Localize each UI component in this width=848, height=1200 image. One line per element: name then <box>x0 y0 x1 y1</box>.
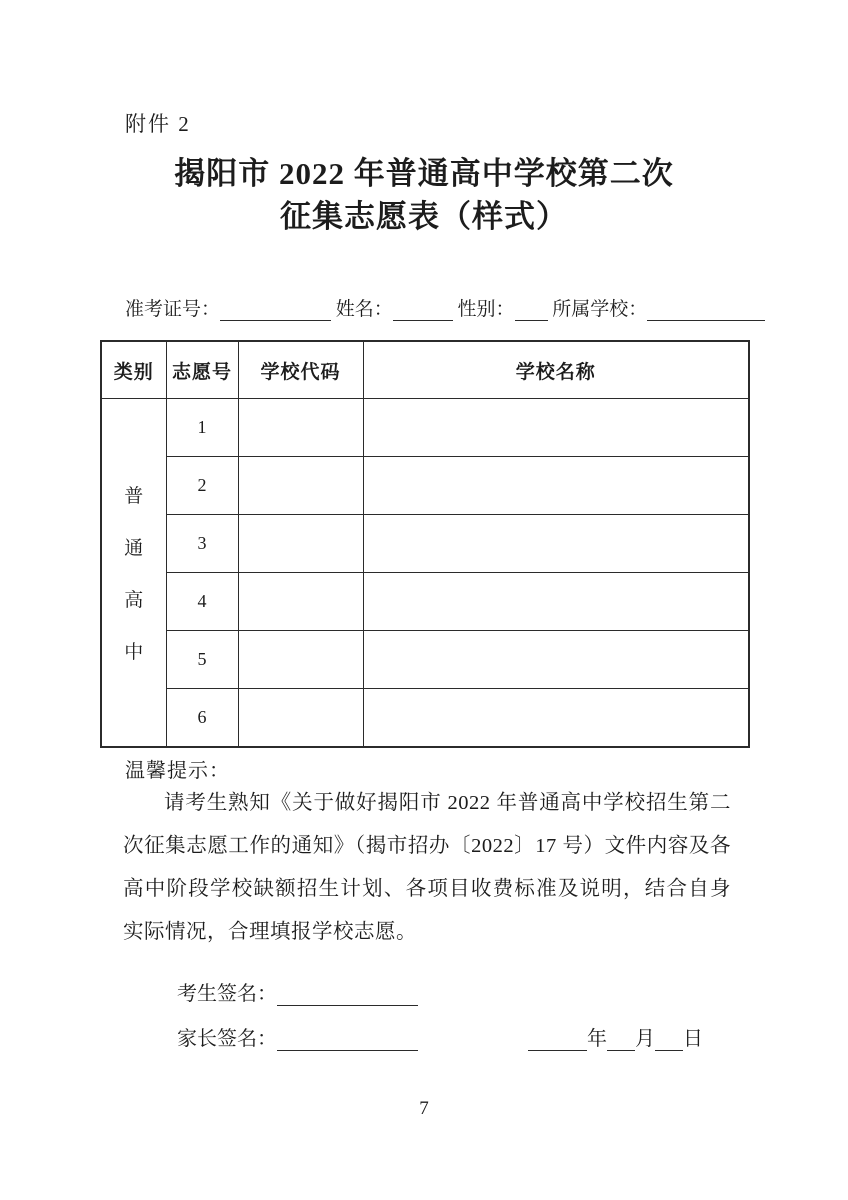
parent-signature-label: 家长签名： <box>177 1028 277 1050</box>
table-row <box>101 689 749 748</box>
notice-heading: 温馨提示： <box>125 760 230 782</box>
choice-number-cell: 5 <box>166 631 238 689</box>
date-line <box>528 1022 703 1051</box>
document-title-line2: 征集志愿表（样式） <box>280 199 568 234</box>
student-signature-label: 考生签名： <box>177 983 277 1005</box>
school-name-cell <box>363 457 749 515</box>
student-signature-blank <box>277 982 418 1006</box>
gender-blank <box>515 298 548 321</box>
school-code-cell <box>238 573 363 631</box>
table-row <box>101 631 749 689</box>
school-name-cell <box>363 573 749 631</box>
date-day-label: 日 <box>683 1028 703 1050</box>
category-char: 通 <box>124 538 144 559</box>
school-name-cell <box>363 399 749 457</box>
choice-number-cell: 1 <box>166 399 238 457</box>
parent-signature-line <box>177 1022 418 1051</box>
date-day-blank <box>655 1027 683 1051</box>
category-char: 中 <box>124 642 144 663</box>
notice-body: 请考生熟知《关于做好揭阳市 2022 年普通高中学校招生第二次征集志愿工作的通知》（揭市招办〔2022〕17 号）文件内容及各高中阶段学校缺额招生计划、各项目收费标准及说明，结合自身实际情况，合理填报学校志愿。 <box>123 792 731 943</box>
parent-signature-blank <box>277 1027 418 1051</box>
school-code-cell <box>238 399 363 457</box>
school-name-cell <box>363 515 749 573</box>
student-signature-line <box>177 977 418 1006</box>
document-title <box>0 152 848 238</box>
choice-number-cell: 4 <box>166 573 238 631</box>
school-name-cell <box>363 631 749 689</box>
table-row <box>101 457 749 515</box>
header-school-name: 学校名称 <box>363 341 749 399</box>
document-title-line1: 揭阳市 2022 年普通高中学校第二次 <box>174 156 674 191</box>
choice-number-cell: 2 <box>166 457 238 515</box>
school-code-cell <box>238 457 363 515</box>
category-vertical-text <box>102 481 166 664</box>
date-month-blank <box>607 1027 635 1051</box>
school-code-cell <box>238 689 363 748</box>
school-code-cell <box>238 515 363 573</box>
exam-id-blank <box>220 298 331 321</box>
category-char: 高 <box>124 590 144 611</box>
school-blank <box>647 298 765 321</box>
header-category: 类别 <box>101 341 166 399</box>
table-row <box>101 515 749 573</box>
date-year-label: 年 <box>587 1028 607 1050</box>
date-month-label: 月 <box>635 1028 655 1050</box>
name-label: 姓名： <box>335 299 393 320</box>
gender-label: 性别： <box>457 299 515 320</box>
page-number: 7 <box>419 1098 429 1119</box>
school-name-cell <box>363 689 749 748</box>
candidate-info-line <box>125 294 765 321</box>
school-code-cell <box>238 631 363 689</box>
choice-number-cell: 6 <box>166 689 238 748</box>
date-year-blank <box>528 1027 587 1051</box>
school-label: 所属学校： <box>552 299 648 320</box>
table-header-row <box>101 341 749 399</box>
table-row <box>101 399 749 457</box>
attachment-label: 附件 2 <box>125 112 191 136</box>
name-blank <box>393 298 453 321</box>
choice-number-cell: 3 <box>166 515 238 573</box>
category-cell <box>101 399 166 748</box>
header-choice-number: 志愿号 <box>166 341 238 399</box>
table-row <box>101 573 749 631</box>
volunteer-table <box>100 340 750 748</box>
exam-id-label: 准考证号： <box>125 299 221 320</box>
header-school-code: 学校代码 <box>238 341 363 399</box>
category-char: 普 <box>124 486 144 507</box>
